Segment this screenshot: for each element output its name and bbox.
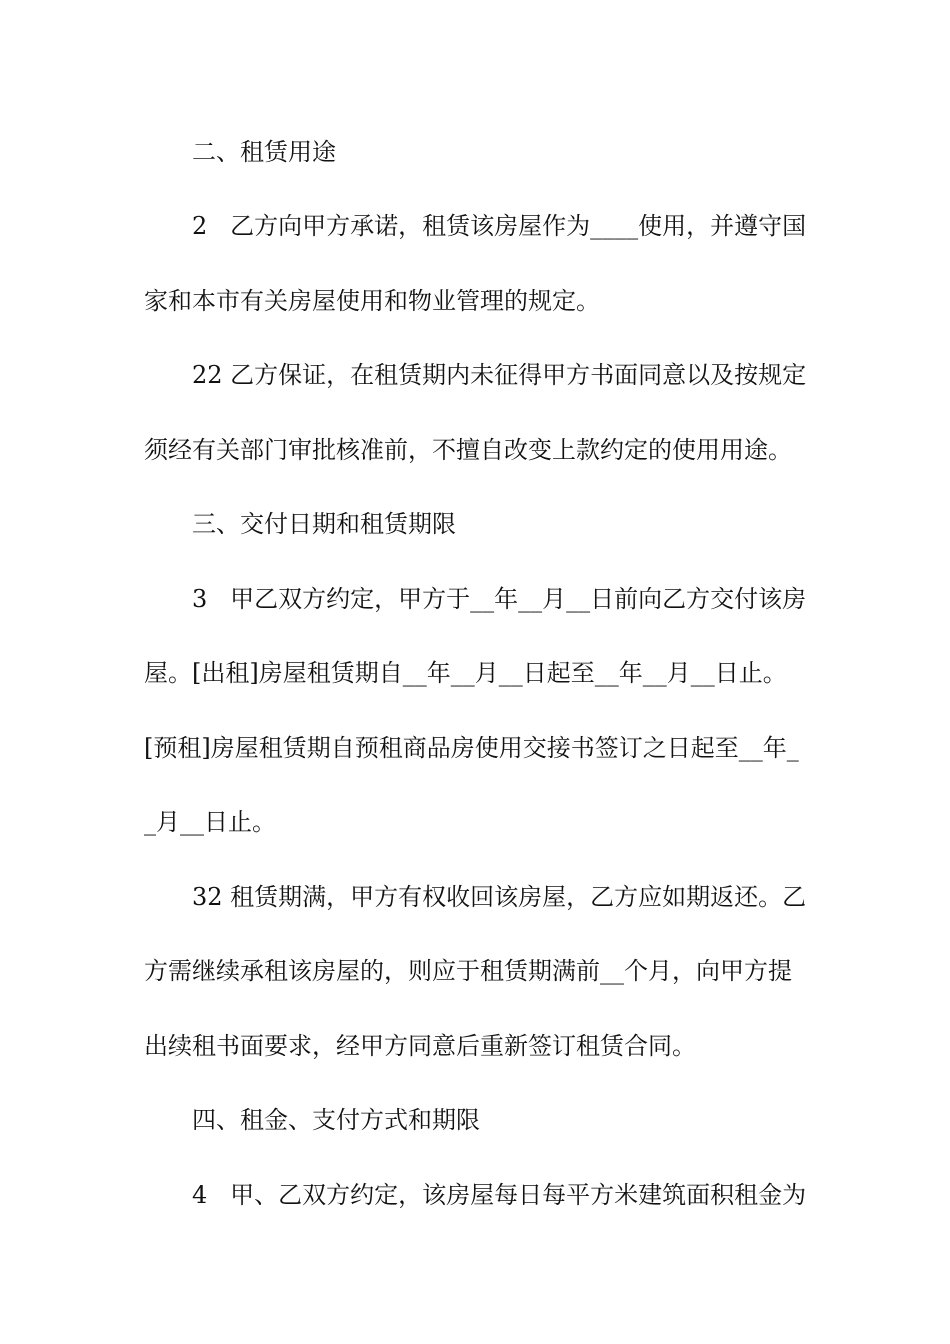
section-heading-rent-payment: 四、租金、支付方式和期限 (192, 1106, 480, 1134)
clause-32-line-2: 方需继续承租该房屋的，则应于租赁期满前__个月，向甲方提 (144, 957, 792, 985)
clause-32-line-1: 32 租赁期满，甲方有权收回该房屋，乙方应如期返还。乙 (192, 883, 807, 911)
clause-3-line-2: 屋。[出租]房屋租赁期自__年__月__日起至__年__月__日止。 (144, 659, 787, 687)
clause-22-line-1: 22 乙方保证，在租赁期内未征得甲方书面同意以及按规定 (192, 361, 807, 389)
clause-2-line-2: 家和本市有关房屋使用和物业管理的规定。 (144, 287, 600, 315)
section-heading-delivery-term: 三、交付日期和租赁期限 (192, 510, 456, 538)
clause-4-line-1: 4 甲、乙双方约定，该房屋每日每平方米建筑面积租金为 (192, 1181, 807, 1209)
clause-22-line-2: 须经有关部门审批核准前，不擅自改变上款约定的使用用途。 (144, 436, 792, 464)
clause-3-line-4: _月__日止。 (144, 808, 276, 836)
clause-3-line-1: 3 甲乙双方约定，甲方于__年__月__日前向乙方交付该房 (192, 585, 807, 613)
clause-3-line-3: [预租]房屋租赁期自预租商品房使用交接书签订之日起至__年_ (144, 734, 799, 762)
section-heading-lease-purpose: 二、租赁用途 (192, 138, 336, 166)
clause-32-line-3: 出续租书面要求，经甲方同意后重新签订租赁合同。 (144, 1032, 696, 1060)
clause-2-line-1: 2 乙方向甲方承诺，租赁该房屋作为____使用，并遵守国 (192, 212, 807, 240)
